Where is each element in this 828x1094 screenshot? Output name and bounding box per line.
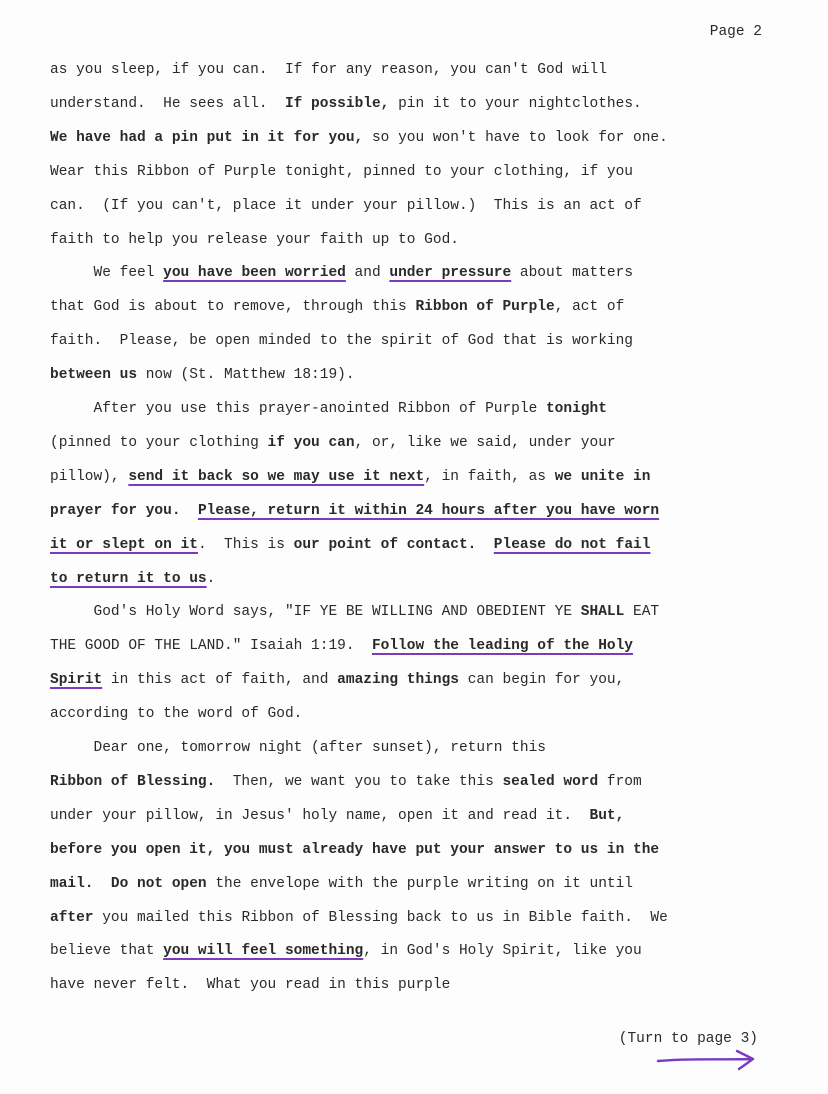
text-segment: can begin for you,	[459, 672, 625, 689]
underlined-text: it or slept on it	[50, 536, 198, 553]
text-segment: Then, we want you to take this	[215, 773, 503, 790]
text-segment: our point of contact.	[293, 536, 477, 553]
text-line	[50, 400, 607, 418]
text-line	[50, 739, 546, 757]
text-segment: If possible,	[284, 95, 390, 112]
text-segment: amazing things	[337, 672, 459, 689]
text-segment: in this act of faith, and	[102, 672, 338, 689]
text-segment: prayer for you.	[50, 502, 181, 519]
text-segment: , or, like we said, under your	[354, 434, 616, 451]
text-line	[50, 95, 642, 113]
text-line	[50, 332, 633, 350]
text-segment: Do not open	[110, 875, 207, 892]
underlined-text: Spirit	[50, 672, 103, 689]
text-segment: now (St. Matthew 18:19).	[137, 367, 355, 384]
text-segment: if you can	[267, 434, 355, 451]
text-line	[50, 197, 642, 215]
underlined-text: under pressure	[389, 265, 512, 282]
text-segment: so you won't have to look for one.	[363, 129, 668, 146]
underlined-text: send it back so we may use it next	[128, 468, 425, 485]
text-line	[50, 61, 607, 79]
text-segment: as you sleep, if you can. If for any reason, you can't God will	[50, 62, 607, 78]
text-line	[50, 536, 650, 554]
text-line	[50, 773, 642, 791]
text-segment: and	[345, 265, 390, 282]
text-line	[50, 976, 450, 994]
text-segment: Ribbon of Purple	[415, 299, 555, 316]
text-segment: from	[598, 773, 642, 790]
text-segment: We have had a pin put in it for you,	[50, 129, 364, 146]
text-line	[50, 366, 355, 384]
text-segment: can. (If you can't, place it under your pillow.) This is an act of	[50, 197, 642, 214]
text-line	[50, 570, 215, 588]
text-segment: Wear this Ribbon of Purple tonight, pinned to your clothing, if you	[50, 163, 633, 180]
text-segment: after	[50, 909, 94, 926]
page-number: Page 2	[709, 24, 762, 40]
text-line	[50, 875, 633, 893]
text-segment: EAT	[624, 604, 660, 621]
text-segment: , in faith, as	[424, 468, 555, 485]
text-line	[50, 264, 633, 282]
text-segment: SHALL	[580, 604, 625, 621]
text-line	[50, 909, 668, 927]
underlined-text: Please do not fail	[493, 536, 651, 553]
text-segment: tonight	[545, 401, 607, 417]
text-segment: between us	[50, 367, 138, 384]
text-segment: We feel	[50, 265, 164, 282]
underlined-text: Follow the leading of the Holy	[371, 638, 633, 655]
text-line	[50, 231, 459, 249]
text-line	[50, 434, 616, 452]
text-line	[50, 298, 624, 316]
turn-page-note: (Turn to page 3)	[618, 1031, 758, 1047]
text-line	[50, 807, 624, 825]
text-line	[50, 942, 642, 960]
text-segment: (pinned to your clothing	[50, 434, 268, 451]
text-line	[50, 468, 650, 486]
text-line	[50, 502, 659, 520]
text-segment: , act of	[554, 299, 625, 316]
text-line	[50, 841, 659, 859]
text-segment: faith to help you release your faith up to God.	[50, 231, 459, 248]
underlined-text: to return it to us	[50, 570, 207, 587]
text-segment: about matters	[511, 265, 634, 282]
text-segment: faith. Please, be open minded to the spirit of God that is working	[50, 333, 633, 350]
underlined-text: you will feel something	[163, 943, 364, 960]
underlined-text: you have been worried	[163, 265, 346, 282]
text-segment: God's Holy Word says, "IF YE BE WILLING AND OBEDIENT YE	[50, 604, 581, 621]
text-line	[50, 637, 633, 655]
text-line	[50, 705, 302, 723]
text-segment: THE GOOD OF THE LAND." Isaiah 1:19.	[50, 638, 372, 655]
text-segment	[94, 876, 111, 892]
text-segment	[181, 503, 198, 519]
text-segment: sealed word	[502, 773, 599, 790]
text-segment: the envelope with the purple writing on it until	[206, 875, 634, 892]
text-segment: according to the word of God.	[50, 706, 303, 723]
text-segment: you mailed this Ribbon of Blessing back to us in Bible faith. We	[93, 909, 668, 926]
text-segment: that God is about to remove, through this	[50, 299, 416, 316]
text-segment: , in God's Holy Spirit, like you	[363, 943, 642, 960]
text-segment: pin it to your nightclothes.	[389, 95, 642, 112]
text-segment	[476, 537, 493, 553]
text-line	[50, 129, 668, 147]
text-segment: Ribbon of Blessing.	[50, 773, 216, 790]
text-segment: After you use this prayer-anointed Ribbon of Purple	[50, 401, 546, 417]
underlined-text: Please, return it within 24 hours after you have worn	[197, 502, 660, 519]
text-segment: believe that	[50, 943, 164, 960]
text-segment: pillow),	[50, 468, 129, 485]
text-line	[50, 163, 633, 181]
text-line	[50, 603, 659, 621]
text-segment: . This is	[197, 536, 294, 553]
text-segment: Dear one, tomorrow night (after sunset), return this	[50, 740, 546, 756]
text-line	[50, 671, 624, 689]
arrow-right-icon	[655, 1048, 760, 1074]
text-segment: But,	[589, 807, 625, 824]
text-segment: .	[206, 570, 216, 587]
text-segment: before you open it, you must already have put your answer to us in the	[50, 841, 660, 858]
text-segment: mail.	[50, 875, 94, 892]
text-segment: under your pillow, in Jesus' holy name, open it and read it.	[50, 807, 590, 824]
text-segment: have never felt. What you read in this purple	[50, 977, 451, 994]
text-segment: we unite in	[554, 468, 651, 485]
text-segment: understand. He sees all.	[50, 95, 285, 112]
